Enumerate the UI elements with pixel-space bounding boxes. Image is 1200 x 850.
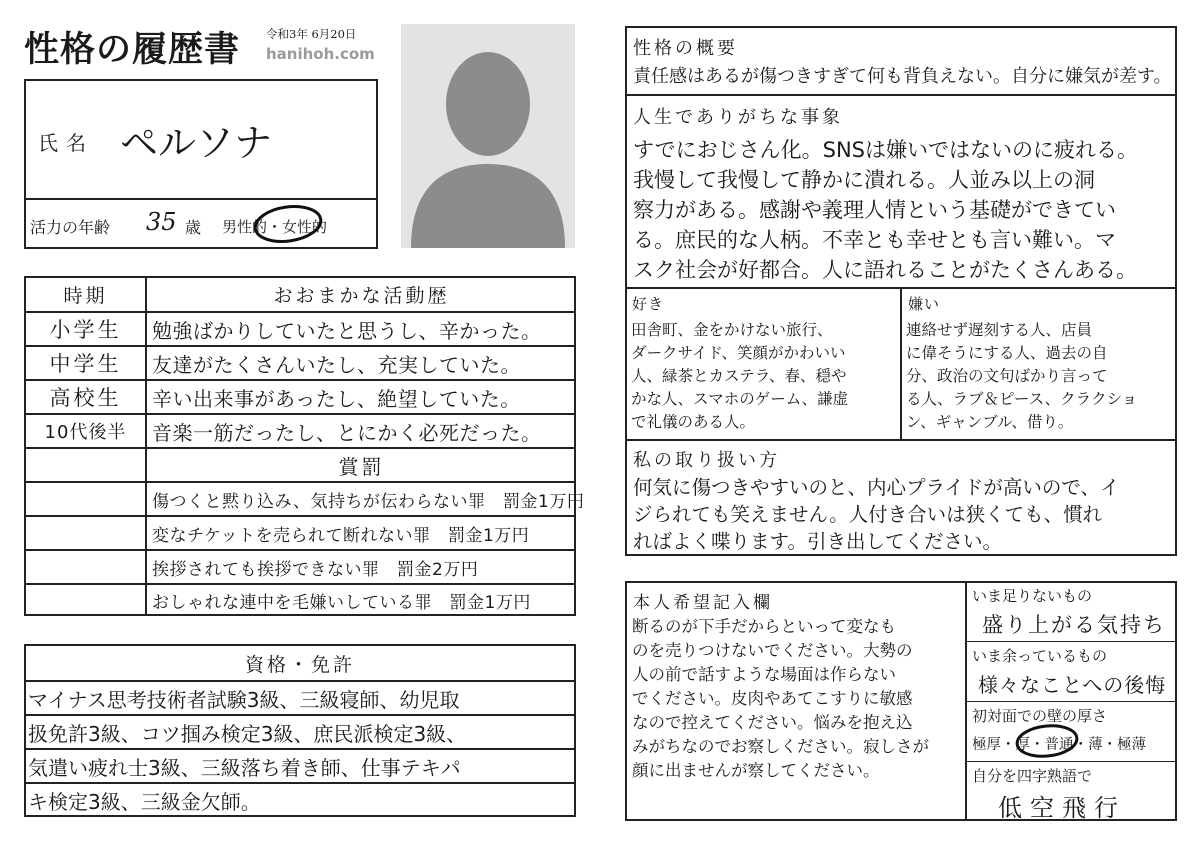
dislikes-label: 嫌い	[908, 295, 941, 313]
divider	[900, 287, 902, 439]
license-header: 資格・免許	[244, 653, 355, 676]
surplus-value: 様々なことへの後悔	[978, 673, 1167, 697]
activity-cell: 勉強ばかりしていたと思うし、辛かった。	[152, 318, 542, 343]
selection-circle-icon	[252, 203, 324, 245]
name-value: ペルソナ	[120, 121, 273, 165]
period-cell: 高校生	[49, 386, 122, 410]
life-events-line: スク社会が好都合。人に語れることがたくさんある。	[633, 258, 1137, 282]
handling-label: 私の取り扱い方	[633, 450, 780, 471]
license-line: マイナス思考技術者試験3級、三級寝師、幼児取	[28, 688, 460, 712]
avatar-silhouette-icon	[401, 24, 575, 248]
rewards-header: 賞罰	[338, 454, 385, 479]
overview-label: 性格の概要	[633, 38, 738, 59]
divider	[24, 680, 576, 682]
site-name: hanihoh.com	[266, 45, 375, 63]
handling-line: ジられても笑えません。人付き合いは狭くても、慣れ	[633, 503, 1103, 526]
divider	[625, 439, 1177, 441]
divider	[24, 748, 576, 750]
profile-photo-placeholder	[401, 24, 575, 248]
idiom-value: 低空飛行	[998, 794, 1126, 822]
penalty-item: 挨拶されても挨拶できない罪 罰金2万円	[152, 559, 479, 580]
requests-line: なので控えてください。悩みを抱え込	[632, 713, 913, 732]
dislikes-line: に偉そうにする人、過去の自	[906, 344, 1108, 362]
surplus-label: いま余っているもの	[972, 647, 1108, 665]
divider	[965, 761, 1177, 762]
period-cell: 中学生	[49, 352, 122, 376]
page-title: 性格の履歴書	[24, 29, 241, 70]
life-events-line: すでにおじさん化。SNSは嫌いではないのに疲れる。	[633, 138, 1138, 162]
overview-text: 責任感はあるが傷つきすぎて何も背負えない。自分に嫌気が差す。	[633, 66, 1172, 87]
penalty-item: 傷つくと黙り込み、気持ちが伝わらない罪 罰金1万円	[152, 491, 585, 512]
life-events-line: 察力がある。感謝や義理人情という基礎ができてい	[633, 198, 1116, 222]
dislikes-line: 連絡せず遅刻する人、店員	[906, 321, 1093, 339]
date: 令和3年 6月20日	[266, 27, 357, 41]
activity-cell: 友達がたくさんいたし、充実していた。	[152, 352, 521, 377]
requests-line: 断るのが下手だからといって変なも	[632, 617, 896, 636]
lacking-value: 盛り上がる気持ち	[982, 613, 1166, 637]
requests-line: 人の前で話すような場面は作らない	[632, 665, 896, 684]
period-cell: 10代後半	[44, 422, 127, 443]
age-label: 活力の年齢	[30, 218, 111, 237]
penalty-item: 変なチケットを売られて断れない罪 罰金1万円	[152, 525, 530, 546]
likes-line: で礼儀のある人。	[631, 413, 756, 431]
requests-line: のを売りつけないでください。大勢の	[632, 641, 913, 660]
dislikes-line: ン、ギャンブル、借り。	[906, 413, 1074, 431]
name-label: 氏名	[38, 131, 94, 155]
license-line: 気遣い疲れ士3級、三級落ち着き師、仕事テキパ	[28, 756, 461, 780]
likes-line: 田舎町、金をかけない旅行、	[631, 321, 833, 339]
divider	[24, 714, 576, 716]
age-unit: 歳	[185, 218, 202, 237]
life-events-label: 人生でありがちな事象	[633, 107, 843, 128]
dislikes-line: る人、ラブ＆ピース、クラクショ	[906, 390, 1138, 408]
activity-cell: 辛い出来事があったし、絶望していた。	[152, 386, 521, 411]
license-line: 扱免許3級、コツ掴み検定3級、庶民派検定3級、	[28, 722, 467, 746]
likes-line: 人、緑茶とカステラ、春、穏や	[631, 367, 847, 385]
requests-line: 顔に出ませんが察してください。	[632, 761, 880, 780]
divider	[625, 94, 1177, 96]
divider	[965, 641, 1177, 642]
wall-scale: 極厚・厚・普通・薄・極薄	[972, 737, 1146, 753]
requests-line: でください。皮肉やあてこすりに敏感	[632, 689, 913, 708]
likes-line: ダークサイド、笑顔がかわいい	[631, 344, 846, 362]
license-line: キ検定3級、三級金欠師。	[28, 790, 261, 814]
age-value: 35	[146, 208, 177, 236]
gender-options: 男性的・女性的	[222, 218, 328, 236]
life-events-line: る。庶民的な人柄。不幸とも幸せとも言い難い。マ	[633, 228, 1116, 252]
penalty-item: おしゃれな連中を毛嫌いしている罪 罰金1万円	[152, 593, 531, 613]
life-events-line: 我慢して我慢して静かに潰れる。人並み以上の洞	[633, 168, 1095, 192]
idiom-label: 自分を四字熟語で	[972, 767, 1093, 785]
lacking-label: いま足りないもの	[972, 587, 1093, 605]
divider	[965, 701, 1177, 702]
likes-line: かな人、スマホのゲーム、謙虚	[631, 390, 849, 408]
handling-line: 何気に傷つきやすいのと、内心プライドが高いので、イ	[633, 476, 1120, 499]
wall-label: 初対面での壁の厚さ	[972, 707, 1108, 725]
requests-line: みがちなのでお察しください。寂しさが	[632, 737, 929, 756]
column-header-history: おおまかな活動歴	[273, 285, 450, 307]
divider	[145, 276, 147, 616]
divider	[24, 782, 576, 784]
dislikes-line: 分、政治の文句ばかり言って	[906, 367, 1108, 385]
column-header-period: 時期	[63, 285, 108, 307]
likes-label: 好き	[632, 295, 665, 313]
requests-label: 本人希望記入欄	[633, 593, 773, 613]
selection-circle-icon	[1014, 721, 1080, 761]
activity-cell: 音楽一筋だったし、とにかく必死だった。	[152, 420, 542, 445]
period-cell: 小学生	[49, 318, 122, 342]
divider	[24, 198, 378, 200]
handling-line: ればよく喋ります。引き出してください。	[633, 530, 1002, 553]
